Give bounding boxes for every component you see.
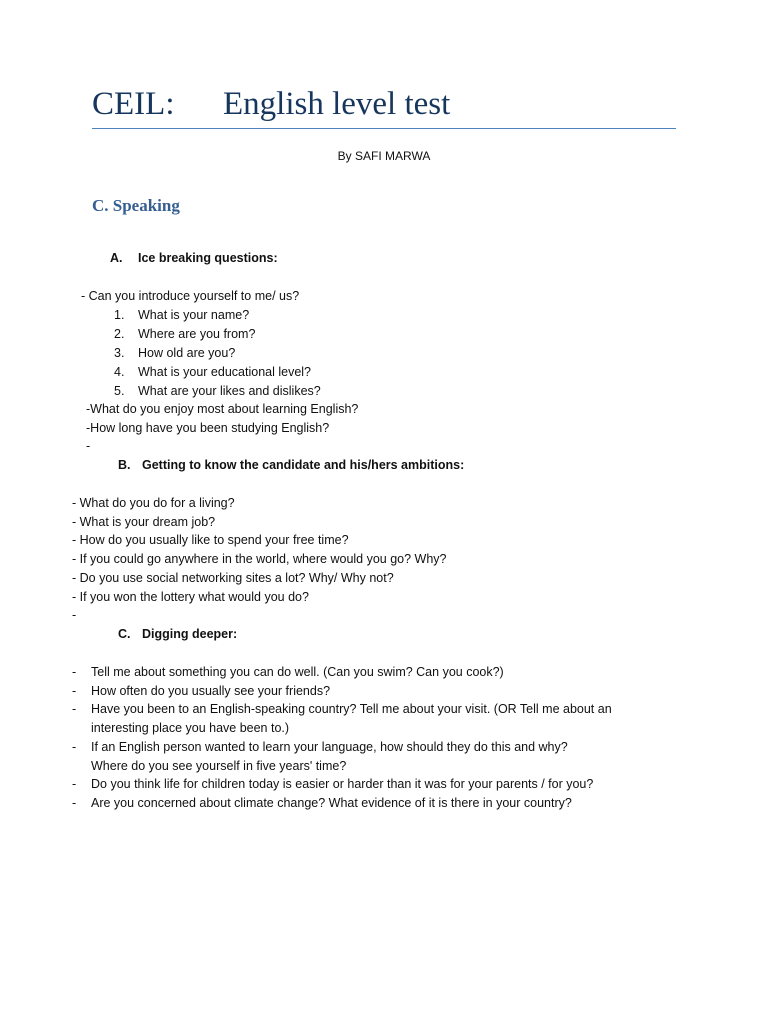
list-item: If an English person wanted to learn your language, how should they do this and why? bbox=[91, 740, 568, 754]
list-item: How often do you usually see your friends? bbox=[91, 684, 331, 698]
list-item: Have you been to an English-speaking country? Tell me about your visit. (OR Tell me about an bbox=[91, 702, 612, 716]
list-item: Tell me about something you can do well. (Can you swim? Can you cook?) bbox=[91, 665, 504, 679]
list-item: - How do you usually like to spend your free time? bbox=[72, 533, 349, 547]
section-heading: C. Speaking bbox=[92, 196, 180, 215]
subheading-marker: B. bbox=[118, 458, 131, 472]
subheading-text: Ice breaking questions: bbox=[138, 251, 278, 265]
list-item: - If you won the lottery what would you do? bbox=[72, 590, 309, 604]
list-item: - bbox=[86, 439, 91, 453]
list-item: - Do you use social networking sites a lot? Why/ Why not? bbox=[72, 571, 394, 585]
list-item-continuation: Where do you see yourself in five years' time? bbox=[91, 759, 347, 773]
subheading-text: Digging deeper: bbox=[142, 627, 238, 641]
subheading-marker: C. bbox=[118, 627, 131, 641]
list-item: - What is your dream job? bbox=[72, 515, 216, 529]
list-item: -How long have you been studying English? bbox=[86, 421, 330, 435]
subheading-a bbox=[110, 250, 278, 266]
list-item: Do you think life for children today is easier or harder than it was for your parents / for you? bbox=[91, 777, 594, 791]
subheading-text: Getting to know the candidate and his/hers ambitions: bbox=[142, 458, 465, 472]
subheading-marker: A. bbox=[110, 251, 123, 265]
list-item: - If you could go anywhere in the world, where would you go? Why? bbox=[72, 552, 447, 566]
subheading-c bbox=[118, 626, 237, 642]
subheading-b bbox=[118, 457, 464, 473]
dash-bullet: - bbox=[72, 684, 77, 698]
dash-bullet: - bbox=[72, 740, 77, 754]
dash-bullet: - bbox=[72, 777, 77, 791]
author-byline: By SAFI MARWA bbox=[337, 149, 431, 163]
list-item: Are you concerned about climate change? What evidence of it is there in your country? bbox=[91, 796, 572, 810]
list-item: -What do you enjoy most about learning English? bbox=[86, 402, 359, 416]
list-item-continuation: interesting place you have been to.) bbox=[91, 721, 290, 735]
title-underline bbox=[92, 128, 676, 129]
dash-bullet: - bbox=[72, 665, 77, 679]
list-item: - bbox=[72, 608, 77, 622]
list-item: - What do you do for a living? bbox=[72, 496, 235, 510]
document-title bbox=[92, 86, 451, 123]
list-item: - Can you introduce yourself to me/ us? bbox=[81, 289, 300, 303]
title-right: English level test bbox=[223, 86, 451, 122]
title-left: CEIL: bbox=[92, 86, 175, 122]
dash-bullet: - bbox=[72, 796, 77, 810]
dash-bullet: - bbox=[72, 702, 77, 716]
